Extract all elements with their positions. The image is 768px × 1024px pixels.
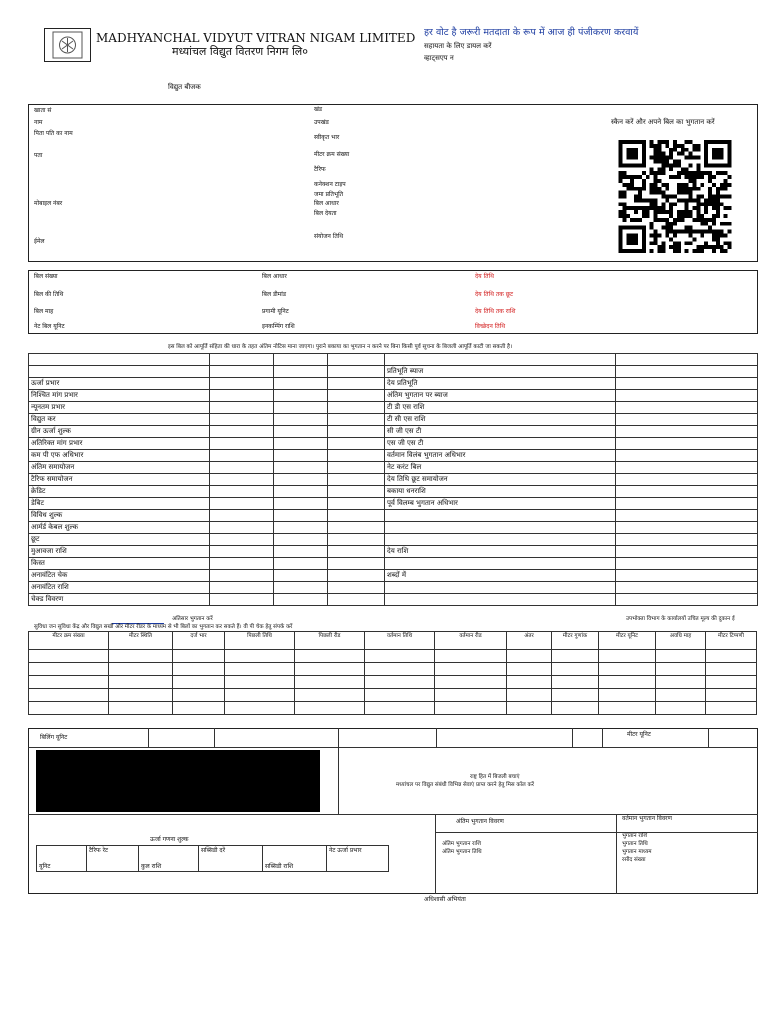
- bill-info-box: [28, 270, 758, 334]
- charge-value-cell: [274, 522, 328, 534]
- charge-value-cell: [210, 534, 274, 546]
- payment-note-left: अतिसार भुगतान करें: [172, 616, 213, 622]
- charge-label: चेक्ड विवरण: [29, 594, 210, 606]
- meter-cell: [173, 663, 225, 676]
- charges-row: [29, 390, 758, 402]
- meter-cell: [435, 702, 507, 715]
- redacted-barcode-block: [36, 750, 320, 812]
- charge-value-cell: [616, 522, 758, 534]
- charge-label-right: एस जी एस टी: [385, 438, 616, 450]
- meter-cell: [656, 663, 706, 676]
- last-payment-title: अंतिम भुगतान विवरण: [456, 818, 504, 825]
- meter-cell: [109, 663, 173, 676]
- meter-header-cell: वर्तमान रीड: [435, 632, 507, 650]
- meter-row: [29, 689, 757, 702]
- meter-cell: [109, 702, 173, 715]
- meter-cell: [656, 702, 706, 715]
- meter-cell: [225, 663, 295, 676]
- charge-value-cell: [328, 354, 385, 366]
- charge-label-right: टी डी एस राशि: [385, 402, 616, 414]
- charge-value-cell: [328, 474, 385, 486]
- charge-label-right: अंतिम भुगतान पर ब्याज: [385, 390, 616, 402]
- charge-label-right: [385, 534, 616, 546]
- meter-cell: [29, 689, 109, 702]
- charge-value-cell: [274, 534, 328, 546]
- meter-cell: [109, 676, 173, 689]
- meter-row: [29, 650, 757, 663]
- charge-label: ग्रीन ऊर्जा शुल्क: [29, 426, 210, 438]
- amount-till-due-label: देय तिथि तक राशि: [475, 308, 516, 315]
- progressive-unit-label: प्रगामी यूनिट: [262, 308, 289, 315]
- energy-header-cell: टैरिफ रेट: [87, 846, 139, 872]
- charge-value-cell: [274, 378, 328, 390]
- charge-label-right: [385, 558, 616, 570]
- charge-value-cell: [616, 474, 758, 486]
- meter-cell: [295, 702, 365, 715]
- payment-date-label: भुगतान तिथि: [622, 841, 648, 847]
- meter-cell: [173, 689, 225, 702]
- meter-cell: [109, 650, 173, 663]
- charge-value-cell: [328, 462, 385, 474]
- charge-value-cell: [274, 450, 328, 462]
- charge-value-cell: [328, 450, 385, 462]
- charges-row: [29, 534, 758, 546]
- charge-label-right: बकाया धनराशि: [385, 486, 616, 498]
- charge-value-cell: [616, 570, 758, 582]
- charges-row: [29, 546, 758, 558]
- charge-value-cell: [616, 438, 758, 450]
- energy-header-cell: सब्सिडी दरें: [199, 846, 263, 872]
- meter-cell: [295, 663, 365, 676]
- meter-cell: [656, 689, 706, 702]
- meter-cell: [225, 676, 295, 689]
- charge-value-cell: [328, 570, 385, 582]
- rebate-till-due-label: देय तिथि तक छूट: [475, 291, 514, 298]
- charge-label: अनावंटित चेक: [29, 570, 210, 582]
- charge-label: अंतिम समायोजन: [29, 462, 210, 474]
- charge-value-cell: [616, 414, 758, 426]
- meter-cell: [435, 676, 507, 689]
- charge-value-cell: [274, 510, 328, 522]
- charge-value-cell: [328, 594, 385, 606]
- charge-value-cell: [328, 438, 385, 450]
- meter-cell: [29, 676, 109, 689]
- charge-label-right: [385, 594, 616, 606]
- charge-value-cell: [210, 474, 274, 486]
- charge-value-cell: [210, 498, 274, 510]
- charges-row: [29, 474, 758, 486]
- charge-value-cell: [328, 390, 385, 402]
- charge-value-cell: [616, 462, 758, 474]
- charge-label-right: देय तिथि छूट समायोजन: [385, 474, 616, 486]
- meter-cell: [552, 702, 599, 715]
- company-name-en: MADHYANCHAL VIDYUT VITRAN NIGAM LIMITED: [96, 31, 416, 45]
- charge-value-cell: [616, 354, 758, 366]
- charge-value-cell: [616, 582, 758, 594]
- charge-value-cell: [274, 366, 328, 378]
- meter-header-cell: मीटर क्रम संख्या: [29, 632, 109, 650]
- meter-cell: [365, 702, 435, 715]
- meter-header-cell: पिछली तिथि: [225, 632, 295, 650]
- meter-row: [29, 702, 757, 715]
- lower-top-rule: [28, 747, 758, 748]
- charge-label: डेबिट: [29, 498, 210, 510]
- charge-value-cell: [210, 354, 274, 366]
- charge-label-right: देय प्रतिभूति: [385, 378, 616, 390]
- meter-row: [29, 676, 757, 689]
- charge-value-cell: [616, 486, 758, 498]
- charge-value-cell: [616, 534, 758, 546]
- charge-value-cell: [328, 582, 385, 594]
- billed-units-label: बिलिंग यूनिट: [40, 734, 68, 741]
- charges-row: [29, 366, 758, 378]
- bill-basis-label: बिल आधार: [314, 200, 339, 207]
- meter-cell: [365, 663, 435, 676]
- charge-value-cell: [210, 582, 274, 594]
- charge-value-cell: [328, 414, 385, 426]
- charge-label: ऊर्जा प्रभार: [29, 378, 210, 390]
- charge-value-cell: [616, 498, 758, 510]
- charge-value-cell: [328, 402, 385, 414]
- meter-cell: [706, 650, 757, 663]
- meter-cell: [29, 702, 109, 715]
- meter-cell: [599, 676, 656, 689]
- voter-slogan: हर वोट है जरूरी मतदाता के रूप में आज ही पंजीकरण करवायें: [424, 27, 639, 38]
- energy-header-cell: कुल राशि: [139, 846, 199, 872]
- charges-row: [29, 354, 758, 366]
- meter-header-cell: दर्ज भार: [173, 632, 225, 650]
- charges-row: [29, 558, 758, 570]
- meter-header-cell: अंतर: [507, 632, 552, 650]
- connection-type-label: कनेक्शन टाइप: [314, 181, 346, 188]
- charge-value-cell: [210, 414, 274, 426]
- signatory-label: अधिशासी अभियंता: [424, 896, 466, 903]
- helpline-label: सहायता के लिए डायल करें: [424, 42, 492, 50]
- charges-row: [29, 582, 758, 594]
- security-deposit-label: जमा प्रतिभूति: [314, 191, 344, 198]
- whatsapp-label: व्हाट्सएप न: [424, 54, 454, 62]
- meter-cell: [295, 676, 365, 689]
- meter-cell: [173, 650, 225, 663]
- charges-row: [29, 438, 758, 450]
- meter-cell: [552, 676, 599, 689]
- charge-value-cell: [616, 450, 758, 462]
- meter-cell: [29, 663, 109, 676]
- charge-value-cell: [274, 462, 328, 474]
- address-label: पता: [34, 152, 43, 159]
- charge-label: कम पी एफ अधिभार: [29, 450, 210, 462]
- receipt-number-label: रसीद संख्या: [622, 857, 646, 863]
- bill-month-label: बिल माह: [34, 308, 54, 315]
- meter-cell: [109, 689, 173, 702]
- energy-charges-title: ऊर्जा गणना शुल्क: [150, 836, 189, 843]
- missed-call-line: मध्यांचल पर विद्युत संबंधी विभिन्न सेवाएं प्राप्त करने हेतु मिस कॉल करें: [396, 782, 534, 788]
- charge-value-cell: [616, 546, 758, 558]
- charge-label: छूट: [29, 534, 210, 546]
- charge-value-cell: [274, 390, 328, 402]
- due-date-label: देय तिथि: [475, 273, 494, 280]
- charge-label: विद्युत कर: [29, 414, 210, 426]
- name-label: नाम: [34, 119, 43, 126]
- charge-value-cell: [210, 390, 274, 402]
- meter-header-cell: मीटर टिप्पणी: [706, 632, 757, 650]
- charges-row: [29, 498, 758, 510]
- charge-value-cell: [328, 546, 385, 558]
- charge-value-cell: [616, 594, 758, 606]
- meter-cell: [225, 702, 295, 715]
- meter-cell: [507, 676, 552, 689]
- payment-amount-label: भुगतान राशि: [622, 833, 648, 839]
- charge-value-cell: [210, 426, 274, 438]
- charge-value-cell: [274, 486, 328, 498]
- disconnection-notice: इस बिल को आपूर्ति संहिता की धारा के तहत अंतिम नोटिस माना जाएगा। पुराने बकाया का भुगतान न करने पर बिना किसी पूर्व सूचना के बिजली आपूर्ति काटी जा सकती है।: [168, 344, 513, 350]
- charge-value-cell: [210, 510, 274, 522]
- charge-value-cell: [210, 546, 274, 558]
- meter-cell: [706, 676, 757, 689]
- charge-value-cell: [210, 438, 274, 450]
- charges-row: [29, 402, 758, 414]
- meter-cell: [507, 663, 552, 676]
- charge-value-cell: [616, 426, 758, 438]
- meter-cell: [706, 663, 757, 676]
- mobile-label: मोबाइल नंबर: [34, 200, 63, 207]
- meter-cell: [295, 650, 365, 663]
- charge-label-right: वर्तमान विलंब भुगतान अधिभार: [385, 450, 616, 462]
- father-name-label: पिता पति का नाम: [34, 130, 73, 137]
- meter-header-cell: अवधि माह: [656, 632, 706, 650]
- charge-label-right: [385, 582, 616, 594]
- company-name-hi: मध्यांचल विद्युत वितरण निगम लि०: [172, 45, 308, 58]
- meter-cell: [173, 676, 225, 689]
- charge-label: अनावंटित राशि: [29, 582, 210, 594]
- charge-value-cell: [328, 522, 385, 534]
- meter-header-cell: मीटर स्थिति: [109, 632, 173, 650]
- charge-value-cell: [616, 402, 758, 414]
- charge-label-right: [385, 510, 616, 522]
- meter-cell: [295, 689, 365, 702]
- meter-cell: [507, 650, 552, 663]
- charges-row: [29, 414, 758, 426]
- charge-value-cell: [210, 594, 274, 606]
- energy-header-cell: सब्सिडी राशि: [263, 846, 327, 872]
- charge-label-right: सी जी एस टी: [385, 426, 616, 438]
- bill-number-label: बिल संख्या: [34, 273, 58, 280]
- payment-mode-label: भुगतान माध्यम: [622, 849, 652, 855]
- current-payment-title: वर्तमान भुगतान विवरण: [622, 815, 672, 822]
- charge-label-right: पूर्व विलम्ब भुगतान अधिभार: [385, 498, 616, 510]
- charge-value-cell: [328, 510, 385, 522]
- meter-serial-label: मीटर क्रम संख्या: [314, 151, 350, 158]
- division-label: खंड: [314, 106, 323, 113]
- meter-cell: [552, 663, 599, 676]
- bill-basis2-label: बिल आधार: [262, 273, 287, 280]
- charge-label: [29, 366, 210, 378]
- meter-cell: [365, 676, 435, 689]
- charges-row: [29, 462, 758, 474]
- charge-value-cell: [328, 498, 385, 510]
- charge-label-right: प्रतिभूति ब्याज: [385, 366, 616, 378]
- energy-header-cell: नेट ऊर्जा प्रभार: [327, 846, 389, 872]
- charge-label: आर्मर्ड केबल शुल्क: [29, 522, 210, 534]
- charges-row: [29, 486, 758, 498]
- meter-cell: [225, 689, 295, 702]
- charge-label: क्रेडिट: [29, 486, 210, 498]
- charge-label: मुआवजा राशि: [29, 546, 210, 558]
- charge-value-cell: [274, 558, 328, 570]
- charge-label: न्यूनतम प्रभार: [29, 402, 210, 414]
- charge-value-cell: [210, 558, 274, 570]
- charge-value-cell: [274, 570, 328, 582]
- payment-note-line2: सुविधा जन सुविधा केंद्र और विद्युत सखी और मीटर रीडर के माध्यम से भी बिलों का भुगतान कर सकते हैं। वी पी चेक हेतु संपर्क करें: [34, 624, 293, 630]
- meter-cell: [706, 689, 757, 702]
- charges-row: [29, 378, 758, 390]
- charge-value-cell: [274, 438, 328, 450]
- meter-header-cell: पिछली रीड: [295, 632, 365, 650]
- meter-cell: [173, 702, 225, 715]
- charge-value-cell: [274, 426, 328, 438]
- charge-value-cell: [274, 354, 328, 366]
- charge-label: किस्त: [29, 558, 210, 570]
- logo-box: [44, 28, 91, 62]
- energy-charges-table: [36, 845, 389, 872]
- charge-value-cell: [210, 402, 274, 414]
- meter-cell: [656, 650, 706, 663]
- charges-row: [29, 570, 758, 582]
- meter-cell: [599, 650, 656, 663]
- meter-cell: [435, 663, 507, 676]
- charge-value-cell: [328, 558, 385, 570]
- charge-label-right: नेट करंट बिल: [385, 462, 616, 474]
- energy-header-cell: यूनिट: [37, 846, 87, 872]
- charge-value-cell: [328, 534, 385, 546]
- account-no-label: खाता सं: [34, 107, 52, 114]
- meter-cell: [365, 650, 435, 663]
- charge-value-cell: [210, 462, 274, 474]
- charges-row: [29, 450, 758, 462]
- meter-header-cell: मीटर गुणांक: [552, 632, 599, 650]
- meter-row: [29, 663, 757, 676]
- last-payment-amount-label: अंतिम भुगतान राशि: [442, 841, 481, 847]
- charge-value-cell: [274, 402, 328, 414]
- meter-cell: [29, 650, 109, 663]
- charge-label: विविध शुल्क: [29, 510, 210, 522]
- payment-qr-code[interactable]: [616, 140, 734, 253]
- charges-row: [29, 594, 758, 606]
- meter-units-label: मीटर यूनिट: [627, 731, 651, 738]
- bill-liability-label: बिल देयता: [314, 210, 337, 217]
- charge-label-right: टी सी एस राशि: [385, 414, 616, 426]
- meter-header-cell: मीटर यूनिट: [599, 632, 656, 650]
- company-logo-icon: [45, 29, 90, 61]
- charge-label: टैरिफ समायोजन: [29, 474, 210, 486]
- tariff-label: टैरिफ: [314, 166, 326, 173]
- charge-value-cell: [616, 378, 758, 390]
- net-bill-unit-label: नेट बिल यूनिट: [34, 323, 65, 330]
- charge-value-cell: [274, 498, 328, 510]
- disconnection-date-label: विच्छेदन तिथि: [475, 323, 506, 330]
- meter-cell: [225, 650, 295, 663]
- charge-value-cell: [210, 366, 274, 378]
- meter-cell: [599, 689, 656, 702]
- bill-date-label: बिल की तिथि: [34, 291, 64, 298]
- charges-row: [29, 522, 758, 534]
- charge-label: [29, 354, 210, 366]
- incoming-amount-label: इनकम्पिंग राशि: [262, 323, 295, 330]
- meter-cell: [435, 689, 507, 702]
- charge-value-cell: [328, 426, 385, 438]
- charge-value-cell: [328, 378, 385, 390]
- charge-value-cell: [274, 414, 328, 426]
- charge-value-cell: [274, 546, 328, 558]
- charge-value-cell: [210, 450, 274, 462]
- charge-value-cell: [328, 486, 385, 498]
- meter-cell: [656, 676, 706, 689]
- meter-cell: [552, 650, 599, 663]
- meter-cell: [552, 689, 599, 702]
- charge-label-right: शब्दों में: [385, 570, 616, 582]
- payment-note-right: उपभोक्ता विभाग के कार्यालयों उचित मूल्य की दुकान ई: [626, 616, 735, 622]
- charge-label-right: [385, 354, 616, 366]
- meter-cell: [507, 702, 552, 715]
- meter-cell: [435, 650, 507, 663]
- charge-value-cell: [328, 366, 385, 378]
- meter-cell: [507, 689, 552, 702]
- charge-value-cell: [616, 366, 758, 378]
- subdivision-label: उपखंड: [314, 119, 329, 126]
- meter-cell: [706, 702, 757, 715]
- charge-label-right: देय राशि: [385, 546, 616, 558]
- charge-value-cell: [616, 558, 758, 570]
- charge-value-cell: [210, 378, 274, 390]
- charge-label-right: [385, 522, 616, 534]
- bill-demand-label: बिल डीमांड: [262, 291, 287, 298]
- charge-label: निश्चित मांग प्रभार: [29, 390, 210, 402]
- connection-date-label: संयोजन तिथि: [314, 233, 344, 240]
- charge-value-cell: [616, 390, 758, 402]
- email-label: ईमेल: [34, 238, 45, 245]
- charge-value-cell: [274, 594, 328, 606]
- last-payment-date-label: अंतिम भुगतान तिथि: [442, 849, 482, 855]
- charge-label: अतिरिक्त मांग प्रभार: [29, 438, 210, 450]
- charges-row: [29, 510, 758, 522]
- save-electricity-line: राष्ट्र हित में बिजली बचाएं: [470, 774, 520, 780]
- charge-value-cell: [274, 474, 328, 486]
- charge-value-cell: [210, 570, 274, 582]
- meter-reading-table: [28, 631, 757, 715]
- document-title: विद्युत बीजक: [168, 83, 201, 91]
- meter-header-cell: वर्तमान तिथि: [365, 632, 435, 650]
- charge-value-cell: [616, 510, 758, 522]
- charges-table: [28, 353, 758, 606]
- sanctioned-load-label: स्वीकृत भार: [314, 134, 340, 141]
- meter-cell: [599, 702, 656, 715]
- scan-to-pay-label: स्कैन करें और अपने बिल का भुगतान करें: [611, 118, 715, 126]
- meter-cell: [365, 689, 435, 702]
- charges-row: [29, 426, 758, 438]
- charge-value-cell: [210, 522, 274, 534]
- charge-value-cell: [210, 486, 274, 498]
- meter-cell: [599, 663, 656, 676]
- charge-value-cell: [274, 582, 328, 594]
